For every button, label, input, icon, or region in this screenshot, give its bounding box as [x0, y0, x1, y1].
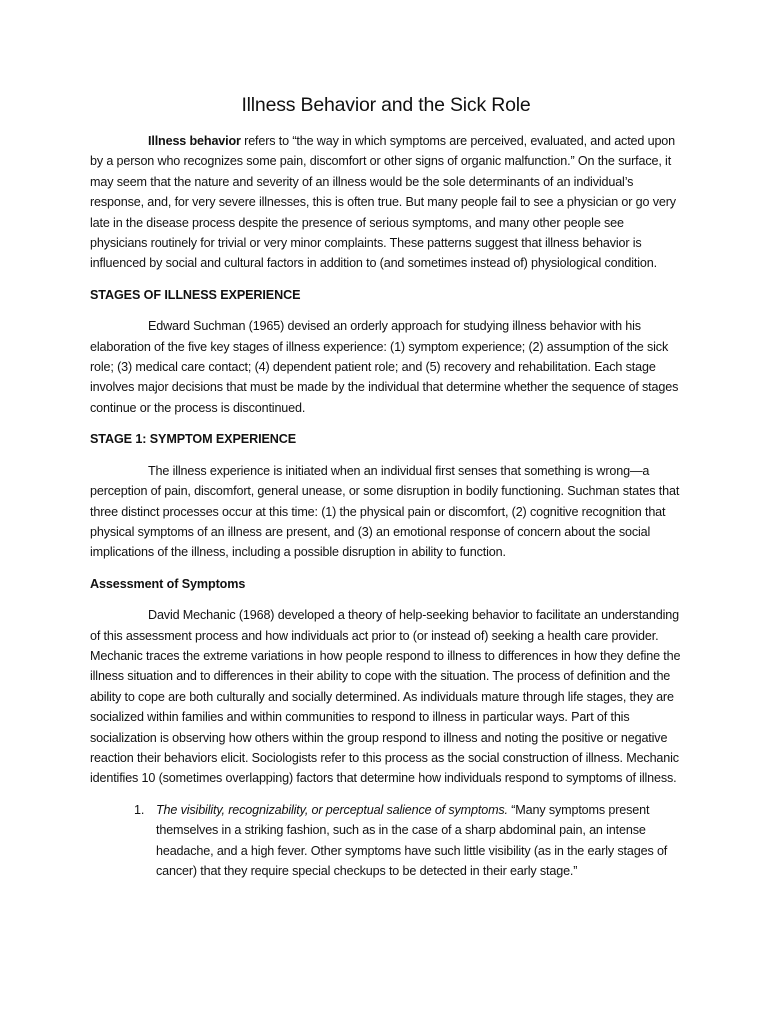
section-paragraph-assessment: David Mechanic (1968) developed a theory of help-seeking behavior to facilitate an understanding of this assessment process and how individuals act prior to (or instead of) seeking a health care provider. Mechanic traces the extreme variations in how people respond to illness to differences in how they define the illness situation and to differences in their ability to cope with the situation. The process of definition and the ability to cope are both culturally and socially determined. As individuals mature through life stages, they are socialized within families and within communities to respond to illness in particular ways. Part of this socialization is observing how others within the group respond to illness and noting the positive or negative reaction their behaviors elicit. Sociologists refer to this process as the social construction of illness. Mechanic identifies 10 (sometimes overlapping) factors that determine how individuals respond to symptoms of illness.	[90, 608, 681, 786]
factor-list	[90, 800, 682, 882]
section-paragraph-stage1: The illness experience is initiated when an individual first senses that something is wrong—a perception of pain, discomfort, general unease, or some disruption in bodily functioning. Suchman states that three distinct processes occur at this time: (1) the physical pain or discomfort, (2) cognitive recognition that physical symptoms of an illness are present, and (3) an emotional response of concern about the social implications of the illness, including a possible disruption in ability to function.	[90, 463, 680, 560]
section-heading-assessment: Assessment of Symptoms	[90, 576, 246, 591]
section-heading-stage1: STAGE 1: SYMPTOM EXPERIENCE	[90, 432, 297, 447]
document-page	[90, 92, 682, 881]
list-item-text: “Many symptoms present themselves in a striking fashion, such as in the case of a sharp abdominal pain, an intense headache, and a high fever. Other symptoms have such little visibility (as in the early stages of cancer) that they require special checkups to be detected in their early stage.”	[156, 802, 668, 878]
section-paragraph-stages: Edward Suchman (1965) devised an orderly approach for studying illness behavior with his elaboration of the five key stages of illness experience: (1) symptom experience; (2) assumption of the sick role; (3) medical care contact; (4) dependent patient role; and (5) recovery and rehabilitation. Each stage involves major decisions that must be made by the individual that determine whether the sequence of stages continue or the process is discontinued.	[90, 319, 679, 415]
section-heading-stages: STAGES OF ILLNESS EXPERIENCE	[90, 287, 301, 302]
document-title: Illness Behavior and the Sick Role	[241, 94, 531, 116]
intro-text: refers to “the way in which symptoms are perceived, evaluated, and acted upon by a person who recognizes some pain, discomfort or other signs of organic malfunction.” On the surface, it may seem that the nature and severity of an illness would be the sole determinants of an individual’s response, and, for very severe illnesses, this is often true. But many people fail to see a physician or go very late in the disease process despite the presence of serious symptoms, and many other people see physicians routinely for trivial or very minor complaints. These patterns suggest that illness behavior is influenced by social and cultural factors in addition to (and sometimes instead of) physiological condition.	[90, 134, 676, 271]
list-item-number: 1.	[134, 802, 145, 817]
list-item	[90, 800, 682, 882]
intro-paragraph	[90, 131, 682, 274]
list-item-italic: The visibility, recognizability, or perceptual salience of symptoms.	[156, 802, 508, 817]
intro-bold-term: Illness behavior	[148, 134, 241, 148]
